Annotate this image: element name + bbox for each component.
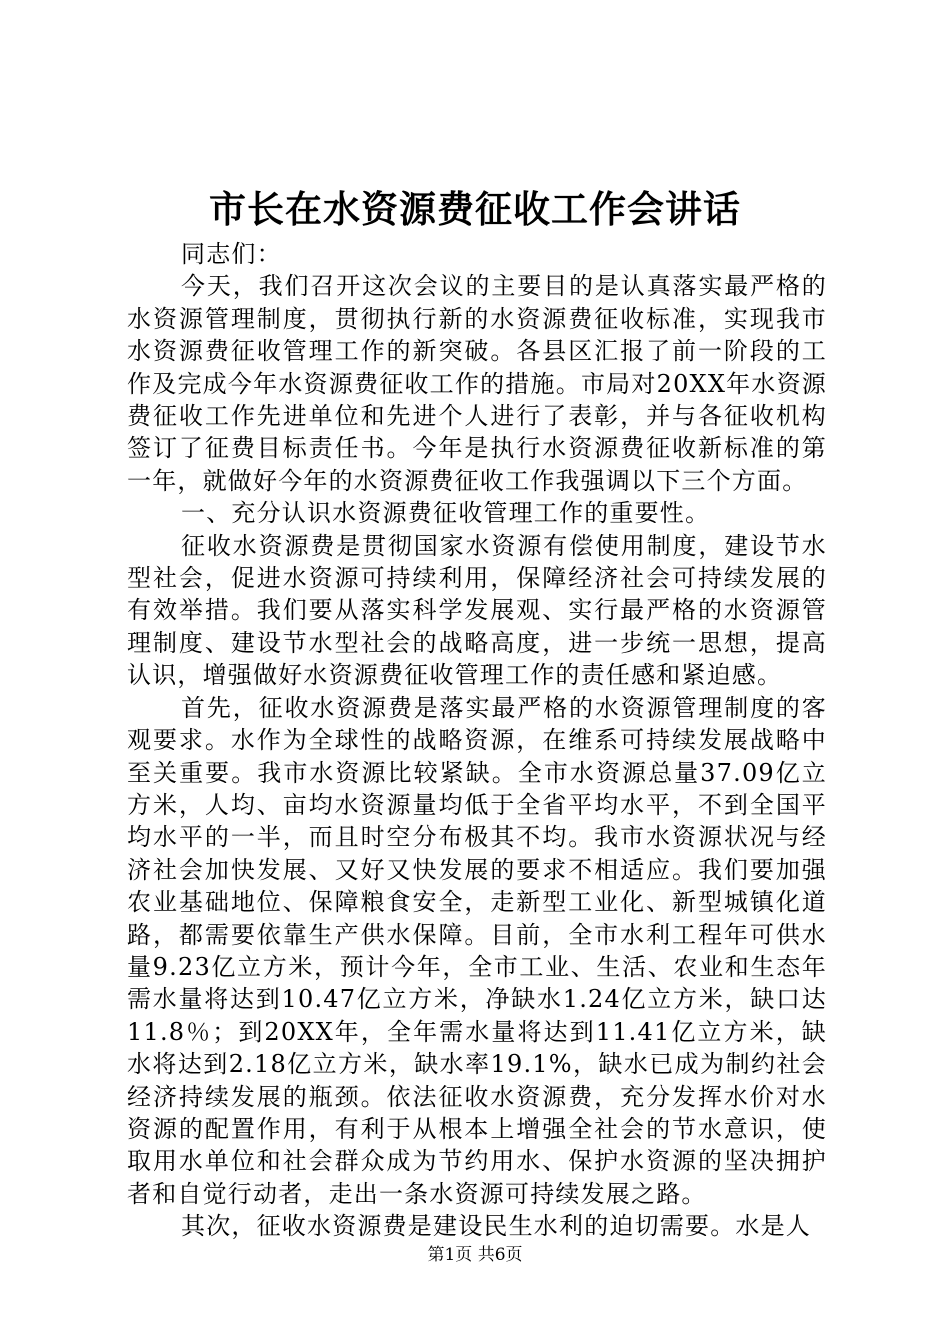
body-paragraph: 征收水资源费是贯彻国家水资源有偿使用制度，建设节水型社会，促进水资源可持续利用，保障经济社会可持续发展的有效举措。我们要从落实科学发展观、实行最严格的水资源管理制度、建设节水型社会的战略高度，进一步统一思想，提高认识，增强做好水资源费征收管理工作的责任感和紧迫感。 [127,531,827,690]
document-title: 市长在水资源费征收工作会讲话 [209,187,741,231]
page-number-footer: 第1页 共6页 [427,1245,523,1265]
salutation: 同志们： [181,240,282,268]
document-body [127,238,827,1243]
body-paragraph: 其次，征收水资源费是建设民生水利的迫切需要。水是人 [181,1212,811,1241]
intro-paragraph: 今天，我们召开这次会议的主要目的是认真落实最严格的水资源管理制度，贯彻执行新的水资源费征收标准，实现我市水资源费征收管理工作的新突破。各县区汇报了前一阶段的工作及完成今年水资源费征收工作的措施。市局对20XX年水资源费征收工作先进单位和先进个人进行了表彰，并与各征收机构签订了征费目标责任书。今年是执行水资源费征收新标准的第一年，就做好今年的水资源费征收工作我强调以下三个方面。 [127,272,827,495]
section-heading-1: 一、充分认识水资源费征收管理工作的重要性。 [181,499,711,528]
body-paragraph: 首先，征收水资源费是落实最严格的水资源管理制度的客观要求。水作为全球性的战略资源，在维系可持续发展战略中至关重要。我市水资源比较紧缺。全市水资源总量37.09亿立方米，人均、亩均水资源量均低于全省平均水平，不到全国平均水平的一半，而且时空分布极其不均。我市水资源状况与经济社会加快发展、又好又快发展的要求不相适应。我们要加强农业基础地位、保障粮食安全，走新型工业化、新型城镇化道路，都需要依靠生产供水保障。目前，全市水利工程年可供水量9.23亿立方米，预计今年，全市工业、生活、农业和生态年需水量将达到10.47亿立方米，净缺水1.24亿立方米，缺口达11.8％；到20XX年，全年需水量将达到11.41亿立方米，缺水将达到2.18亿立方米，缺水率19.1%，缺水已成为制约社会经济持续发展的瓶颈。依法征收水资源费，充分发挥水价对水资源的配置作用，有利于从根本上增强全社会的节水意识，使取用水单位和社会群众成为节约用水、保护水资源的坚决拥护者和自觉行动者，走出一条水资源可持续发展之路。 [127,693,827,1208]
